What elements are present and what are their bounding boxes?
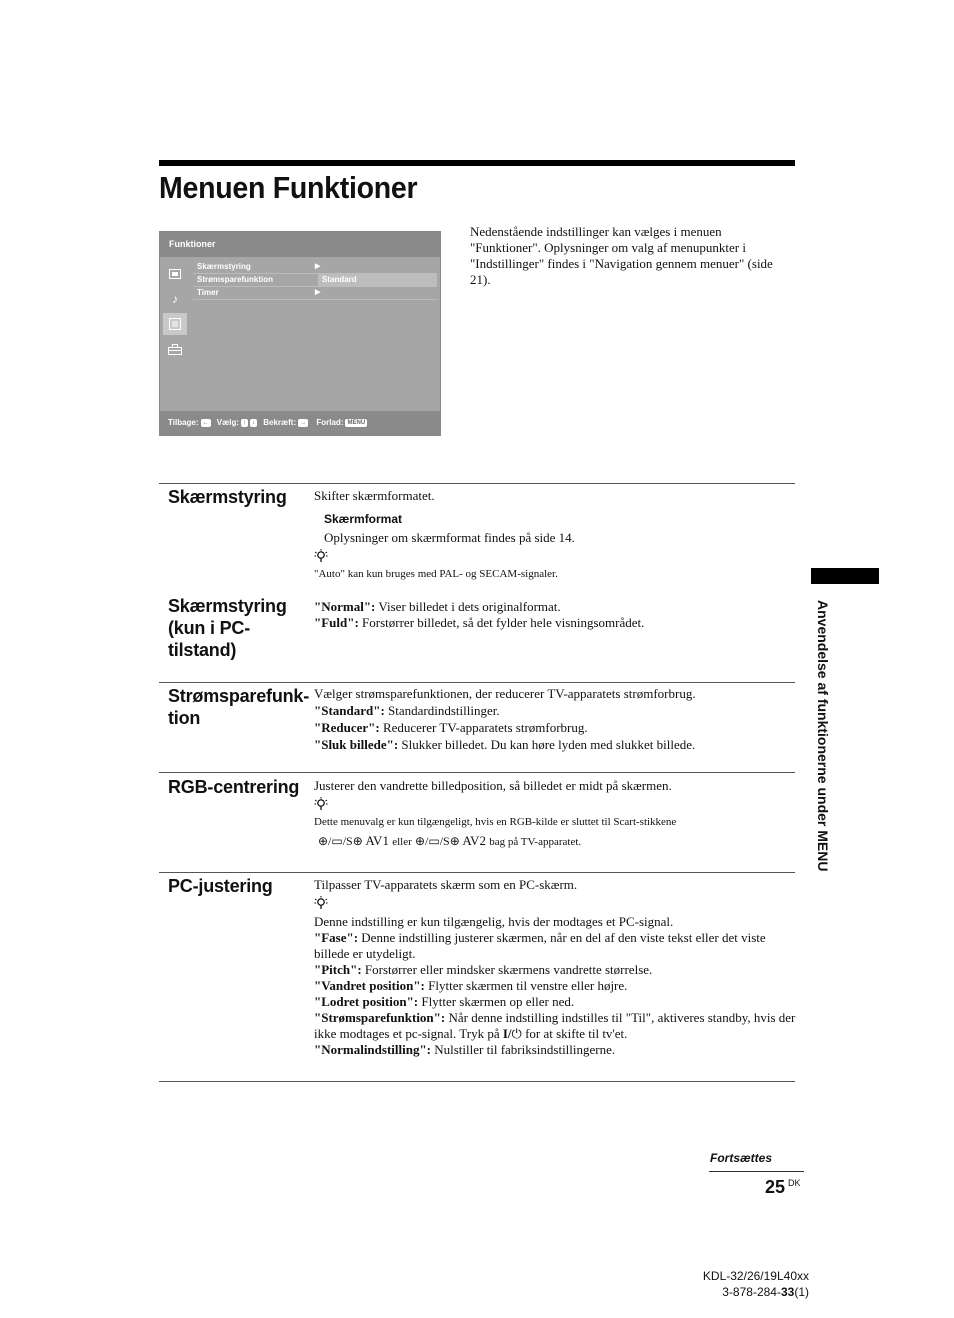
tip-icon [314,549,796,565]
tip-icon [314,797,796,813]
enter-key-icon: → [300,419,307,426]
continues-rule [709,1171,804,1172]
model-number: KDL-32/26/19L40xx [702,1269,809,1283]
section-label-skaermstyring-pc: Skærmstyring (kun i PC- tilstand) [168,596,287,660]
section-divider [159,772,795,773]
section-label-skaermstyring: Skærmstyring [168,487,287,507]
option-lodret-position: "Lodret position": Flytter skærmen op eller ned. [314,994,575,1009]
menu-screenshot [159,231,441,436]
section-desc: Justerer den vandrette billedposition, så billedet er midt på skærmen. [314,778,672,793]
section-desc: Vælger strømsparefunktionen, der reducerer TV-apparatets strømforbrug. [314,686,696,701]
document-code: 3-878-284-33(1) [722,1285,809,1299]
section-pc-justering-body [314,877,796,1058]
page-number: 25 $^{DK}$ [765,1177,801,1197]
section-divider [159,1081,795,1082]
menu-icon-column [163,263,187,363]
title-rule [159,160,795,166]
section-divider [159,872,795,873]
section-stroemsparefunktion-body [314,686,796,753]
section-label-rgb: RGB-centrering [168,777,300,797]
option-stroemsparefunktion: "Strømsparefunktion": Når denne indstilling indstilles til "Til", aktiveres standby, hvis der ikke modtages et pc-signal. Tryk på I/⏻ for at skifte til tv'et. [314,1010,796,1041]
section-label-pc-justering: PC-justering [168,876,273,896]
menu-screen-title: Funktioner [160,232,440,257]
option-normal: "Normal": Viser billedet i dets originalformat. [314,599,561,614]
tip-text: Denne indstilling er kun tilgængelig, hvis der modtages et PC-signal. [314,914,674,929]
option-fase: "Fase": Denne indstilling justerer skærmen, når en del af den viste tekst eller det viste billede er utydeligt. [314,930,766,961]
section-divider [159,483,795,484]
back-key-icon: ← [202,419,209,426]
side-tab-label: Anvendelse af funktionerne under MENU [815,600,831,872]
option-standard: "Standard": Standardindstillinger. [314,703,500,718]
sub-heading: Skærmformat [324,512,403,526]
option-sluk-billede: "Sluk billede": Slukker billedet. Du kan høre lyden med slukket billede. [314,737,696,752]
list-icon [163,313,187,335]
option-reducer: "Reducer": Reducerer TV-apparatets strømforbrug. [314,720,588,735]
menu-footer: Tilbage: ← Vælg: ↑ ↓ Bekræft: → Forlad: MENU [160,411,440,435]
option-fuld: "Fuld": Forstørrer billedet, så det fylder hele visningsområdet. [314,615,645,630]
side-tab-marker [811,568,879,584]
section-skaermstyring-body [314,488,796,581]
down-key-icon: ↓ [252,419,255,426]
menu-key-icon: MENU [347,419,366,426]
tip-icon [314,896,796,912]
option-vandret-position: "Vandret position": Flytter skærmen til venstre eller højre. [314,978,628,993]
toolbox-icon [163,338,187,360]
scart-connector-icon: ⊕/▭/S⊕ [318,834,363,848]
arrow-right-icon: ▶ [315,263,321,270]
page-title: Menuen Funktioner [159,170,418,205]
music-note-icon: ♪ [172,292,178,306]
option-normalindstilling: "Normalindstilling": Nulstiller til fabriksindstillingerne. [314,1042,616,1057]
picture-icon [163,263,187,285]
scart-line: ⊕/▭/S⊕ AV1 eller ⊕/▭/S⊕ AV2 bag på TV-apparatet. [318,833,582,848]
section-desc: Skifter skærmformatet. [314,488,435,503]
sub-text: Oplysninger om skærmformat findes på side 14. [324,530,575,545]
section-skaermstyring-pc-body [314,599,796,631]
section-divider [159,682,795,683]
arrow-right-icon: ▶ [315,289,321,296]
section-rgb-body [314,778,796,849]
menu-item-timer: Timer ▶ [193,287,437,300]
section-desc: Tilpasser TV-apparatets skærm som en PC-skærm. [314,877,578,892]
tip-text: Dette menuvalg er kun tilgængeligt, hvis en RGB-kilde er sluttet til Scart-stikkene [314,816,677,828]
tip-text: "Auto" kan kun bruges med PAL- og SECAM-signaler. [314,568,558,580]
intro-text: Nedenstående indstillinger kan vælges i menuen "Funktioner". Oplysninger om valg af menupunkter i "Indstillinger" findes i "Navigation gennem menuer" (side 21). [470,224,773,287]
menu-item-skaermstyring: Skærmstyring ▶ [193,261,437,274]
option-pitch: "Pitch": Forstørrer eller mindsker skærmens vandrette størrelse. [314,962,653,977]
continues-label: Fortsættes [710,1151,773,1165]
scart-connector-icon: ⊕/▭/S⊕ [415,834,460,848]
up-key-icon: ↑ [243,419,246,426]
menu-item-stroemsparefunktion: Strømsparefunktion Standard [193,274,437,287]
power-icon: ⏻ [511,1026,522,1041]
section-label-stroemsparefunktion: Strømsparefunk- tion [168,686,310,728]
menu-item-value: Standard [318,274,437,286]
